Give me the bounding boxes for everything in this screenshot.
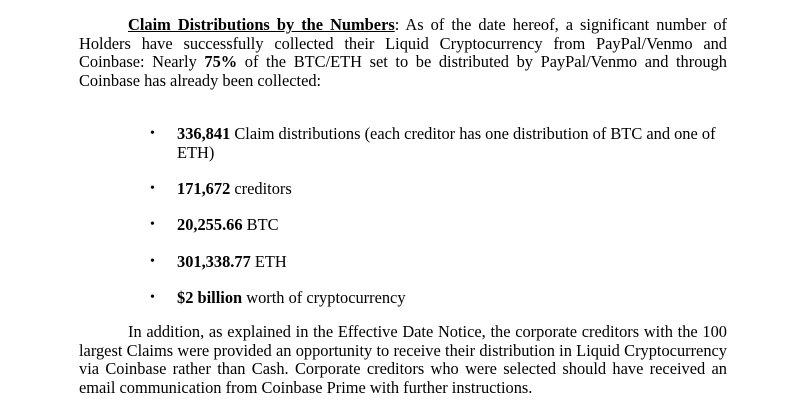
bullet-icon: •: [150, 290, 155, 305]
bullet-icon: •: [150, 254, 155, 269]
list-item: [150, 179, 729, 199]
bullet-icon: •: [150, 181, 155, 196]
stat-text: ETH: [250, 252, 287, 271]
stat-text: worth of cryptocurrency: [242, 288, 406, 307]
stat-text: creditors: [230, 179, 292, 198]
stat-text: BTC: [242, 215, 279, 234]
stat-text: Claim distributions (each creditor has one distribution of BTC and one of ETH): [177, 124, 716, 162]
stat-value: 301,338.77: [177, 252, 251, 271]
intro-text-b: of the BTC/ETH set to be distributed by PayPal/Venmo and through Coinbase has already been collected:: [79, 52, 727, 90]
intro-percent: 75%: [204, 52, 238, 72]
bullet-icon: •: [150, 126, 155, 141]
section-heading-colon: :: [394, 15, 400, 34]
stat-value: $2 billion: [177, 288, 243, 307]
intro-text-a: As of the date hereof, a significant number of Holders have successfully collected their Liquid Cryptocurrency from PayPal/Venmo and Coinbase: Nearly: [79, 15, 727, 72]
stat-value: 171,672: [177, 179, 231, 198]
bullet-icon: •: [150, 217, 155, 232]
list-item: [150, 288, 729, 308]
list-item: [150, 252, 729, 272]
list-item: [150, 124, 729, 162]
closing-paragraph: In addition, as explained in the Effective Date Notice, the corporate creditors with the 100 largest Claims were provided an opportunity to receive their distribution in Liquid Cryptocurrency via Coinbase rather than Cash. Corporate creditors who were selected should have received an email communication from Coinbase Prime with further instructions.: [79, 322, 727, 397]
list-item: [150, 215, 729, 235]
claim-distributions-paragraph: [79, 16, 727, 90]
stat-value: 336,841: [177, 124, 231, 143]
section-heading: Claim Distributions by the Numbers: [128, 15, 395, 34]
stat-value: 20,255.66: [177, 215, 243, 234]
